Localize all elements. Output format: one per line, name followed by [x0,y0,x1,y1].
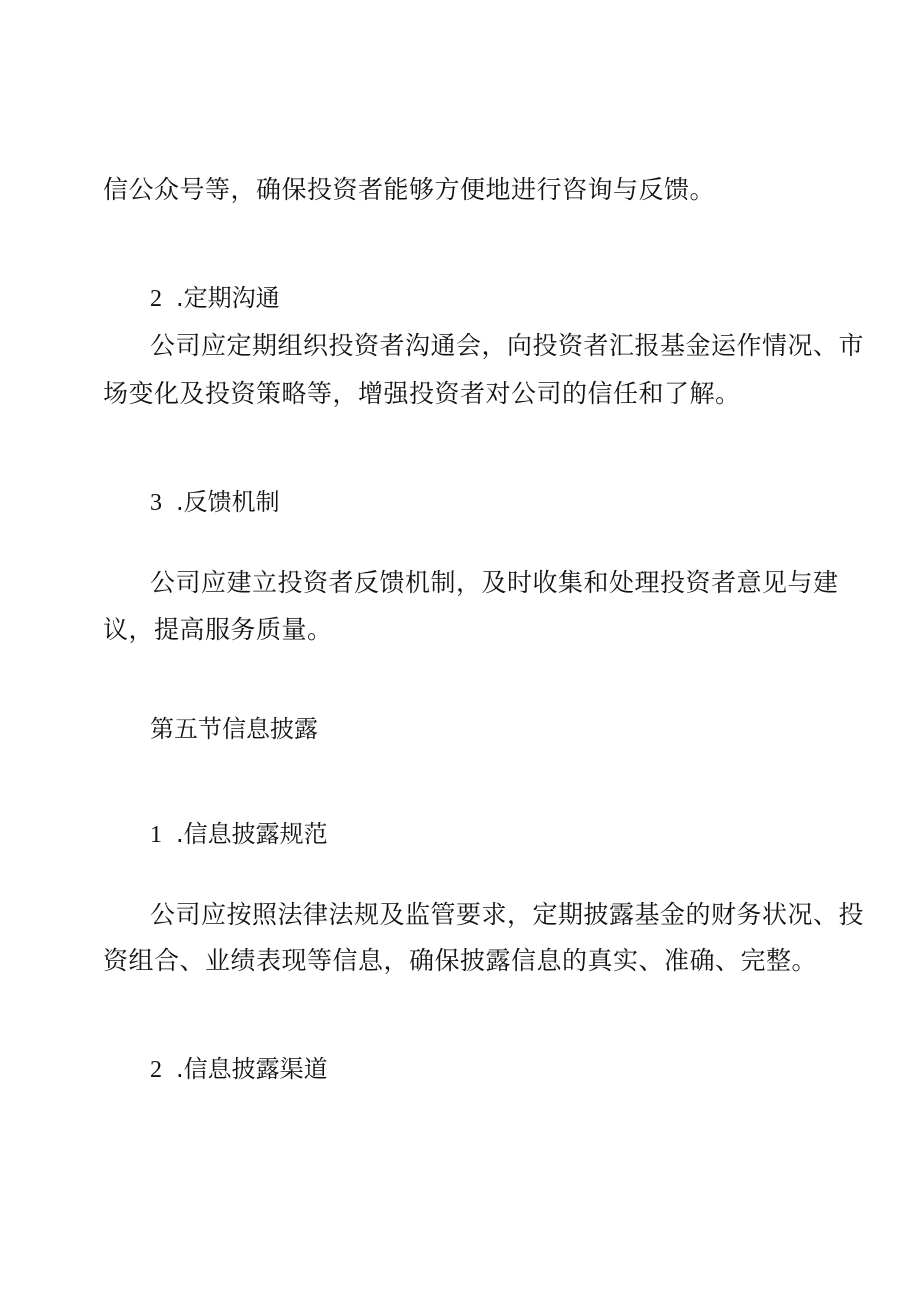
item-title: .反馈机制 [176,488,280,516]
item-heading-disclosure-channels [150,1053,328,1086]
item-title: .信息披露渠道 [176,1055,328,1083]
item-number: 3 [150,490,162,516]
item-heading-disclosure-standards [150,818,328,851]
item-title: .信息披露规范 [176,820,328,848]
item-number: 2 [150,1057,162,1083]
paragraph-feedback-mechanism-line-1: 公司应建立投资者反馈机制，及时收集和处理投资者意见与建 [150,568,839,597]
paragraph-regular-communication-line-2: 场变化及投资策略等，增强投资者对公司的信任和了解。 [103,379,741,408]
paragraph-continued-line-1: 信公众号等，确保投资者能够方便地进行咨询与反馈。 [103,175,716,204]
item-number: 1 [150,822,162,848]
item-number: 2 [150,286,162,312]
item-heading-regular-communication [150,282,280,315]
item-title: .定期沟通 [176,284,280,312]
paragraph-disclosure-standards-line-1: 公司应按照法律法规及监管要求，定期披露基金的财务状况、投 [150,900,865,929]
paragraph-regular-communication-line-1: 公司应定期组织投资者沟通会，向投资者汇报基金运作情况、市 [150,331,865,360]
item-heading-feedback-mechanism [150,486,280,519]
paragraph-disclosure-standards-line-2: 资组合、业绩表现等信息，确保披露信息的真实、准确、完整。 [103,946,818,975]
section-five-title: 第五节信息披露 [150,715,318,743]
paragraph-feedback-mechanism-line-2: 议，提高服务质量。 [103,615,333,644]
